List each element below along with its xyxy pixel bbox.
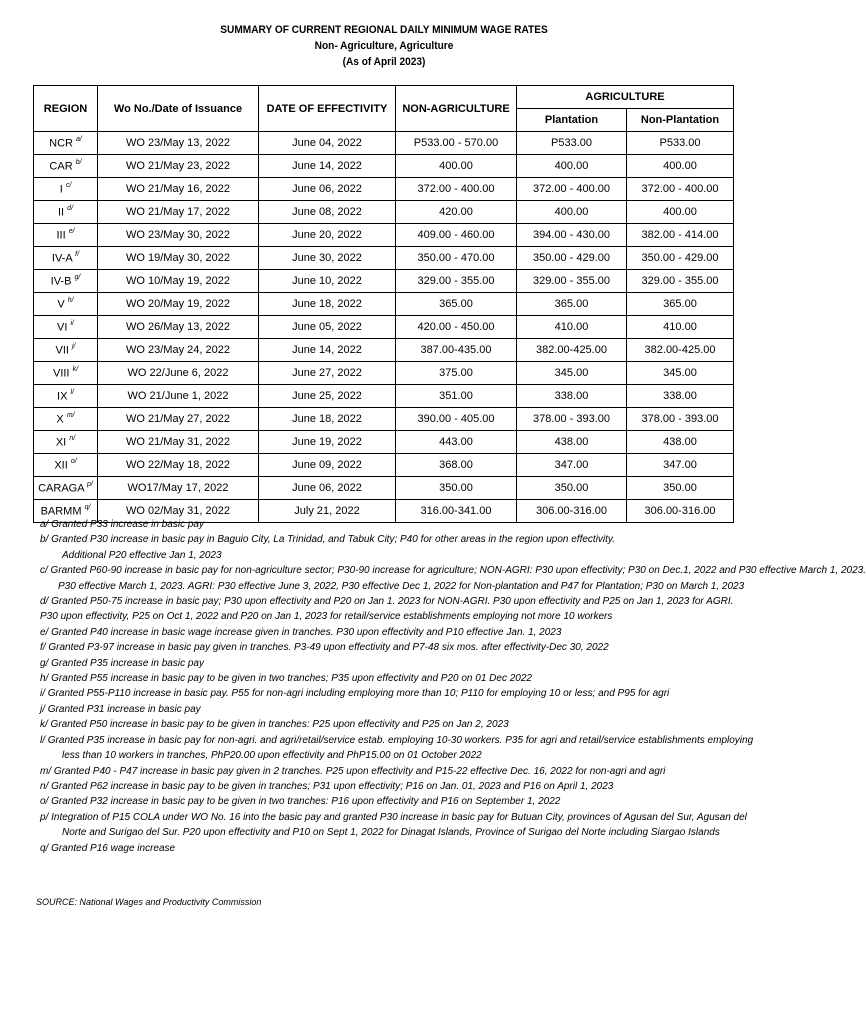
table-row bbox=[34, 132, 734, 155]
footnote-line: Norte and Surigao del Sur. P20 upon effectivity and P10 on Sept 1, 2022 for Dinagat Islands, Province of Surigao del Norte including Siargao Islands bbox=[62, 827, 720, 839]
plantation-cell: 372.00 - 400.00 bbox=[517, 178, 627, 201]
footnote-marker: o/ bbox=[70, 457, 77, 465]
wo-cell: WO 23/May 24, 2022 bbox=[98, 339, 259, 362]
wo-cell: WO 21/May 17, 2022 bbox=[98, 201, 259, 224]
date-cell: June 25, 2022 bbox=[259, 385, 396, 408]
date-cell: June 27, 2022 bbox=[259, 362, 396, 385]
region-name: VI bbox=[57, 321, 68, 334]
footnote-line: e/ Granted P40 increase in basic wage increase given in tranches. P30 upon effectivity and P10 effective Jan. 1, 2023 bbox=[40, 626, 562, 638]
region-cell bbox=[34, 339, 98, 362]
table-row bbox=[34, 178, 734, 201]
date-cell: June 18, 2022 bbox=[259, 293, 396, 316]
region-name: III bbox=[56, 229, 66, 242]
non-plantation-cell: P533.00 bbox=[627, 132, 734, 155]
region-cell bbox=[34, 224, 98, 247]
date-cell: June 14, 2022 bbox=[259, 339, 396, 362]
region-name: I bbox=[59, 183, 63, 196]
wo-cell: WO 22/May 18, 2022 bbox=[98, 454, 259, 477]
footnote-marker: f/ bbox=[75, 250, 80, 258]
non-plantation-cell: 306.00-316.00 bbox=[627, 500, 734, 523]
plantation-cell: 347.00 bbox=[517, 454, 627, 477]
non-plantation-cell: 400.00 bbox=[627, 201, 734, 224]
header-non-plantation: Non-Plantation bbox=[627, 109, 734, 132]
non-plantation-cell: 338.00 bbox=[627, 385, 734, 408]
wo-cell: WO 26/May 13, 2022 bbox=[98, 316, 259, 339]
region-cell bbox=[34, 247, 98, 270]
non-agri-cell: 390.00 - 405.00 bbox=[396, 408, 517, 431]
footnote-line: l/ Granted P35 increase in basic pay for non-agri. and agri/retail/service estab. employing 10-30 workers. P35 for agri and retail/service establishments employing bbox=[40, 734, 754, 746]
date-cell: June 09, 2022 bbox=[259, 454, 396, 477]
wage-rates-table bbox=[33, 85, 734, 523]
table-row bbox=[34, 316, 734, 339]
header-non-agriculture: NON-AGRICULTURE bbox=[396, 86, 517, 132]
non-agri-cell: 400.00 bbox=[396, 155, 517, 178]
table-row bbox=[34, 224, 734, 247]
non-plantation-cell: 372.00 - 400.00 bbox=[627, 178, 734, 201]
footnote-marker: e/ bbox=[68, 227, 75, 235]
footnote-marker: p/ bbox=[87, 480, 93, 488]
table-row bbox=[34, 270, 734, 293]
region-name: IX bbox=[57, 390, 68, 403]
footnote-line: j/ Granted P31 increase in basic pay bbox=[40, 703, 201, 715]
region-name: IV-B bbox=[50, 275, 72, 288]
region-cell bbox=[34, 293, 98, 316]
plantation-cell: 394.00 - 430.00 bbox=[517, 224, 627, 247]
region-cell bbox=[34, 178, 98, 201]
table-row bbox=[34, 201, 734, 224]
region-name: X bbox=[56, 413, 64, 426]
table-row bbox=[34, 247, 734, 270]
region-cell bbox=[34, 431, 98, 454]
footnote-line: less than 10 workers in tranches, PhP20.00 upon effectivity and PhP15.00 on 01 October 2022 bbox=[62, 750, 482, 762]
region-cell bbox=[34, 201, 98, 224]
wo-cell: WO 22/June 6, 2022 bbox=[98, 362, 259, 385]
date-cell: July 21, 2022 bbox=[259, 500, 396, 523]
footnote-marker: b/ bbox=[75, 158, 82, 166]
plantation-cell: 338.00 bbox=[517, 385, 627, 408]
header-agriculture: AGRICULTURE bbox=[517, 86, 734, 109]
region-name: V bbox=[57, 298, 65, 311]
region-cell bbox=[34, 408, 98, 431]
non-agri-cell: 443.00 bbox=[396, 431, 517, 454]
wo-cell: WO17/May 17, 2022 bbox=[98, 477, 259, 500]
plantation-cell: 350.00 - 429.00 bbox=[517, 247, 627, 270]
region-name: IV-A bbox=[51, 252, 73, 265]
region-name: BARMM bbox=[40, 505, 82, 518]
non-agri-cell: 409.00 - 460.00 bbox=[396, 224, 517, 247]
non-agri-cell: 329.00 - 355.00 bbox=[396, 270, 517, 293]
region-cell bbox=[34, 385, 98, 408]
non-agri-cell: 350.00 bbox=[396, 477, 517, 500]
plantation-cell: 345.00 bbox=[517, 362, 627, 385]
footnote-marker: i/ bbox=[70, 319, 74, 327]
plantation-cell: 365.00 bbox=[517, 293, 627, 316]
non-agri-cell: 351.00 bbox=[396, 385, 517, 408]
footnote-marker: d/ bbox=[67, 204, 74, 212]
footnote-marker: n/ bbox=[69, 434, 76, 442]
non-plantation-cell: 382.00-425.00 bbox=[627, 339, 734, 362]
non-plantation-cell: 350.00 - 429.00 bbox=[627, 247, 734, 270]
table-row bbox=[34, 408, 734, 431]
wo-cell: WO 21/May 31, 2022 bbox=[98, 431, 259, 454]
footnotes bbox=[40, 517, 866, 856]
table-row bbox=[34, 339, 734, 362]
plantation-cell: 410.00 bbox=[517, 316, 627, 339]
plantation-cell: 378.00 - 393.00 bbox=[517, 408, 627, 431]
footnote-line: c/ Granted P60-90 increase in basic pay for non-agriculture sector; P30-90 increase for agriculture; NON-AGRI: P30 upon effectivity; P30 on Dec.1, 2022 and P30 effective March 1, 2023. bbox=[40, 565, 866, 577]
footnote-line: m/ Granted P40 - P47 increase in basic pay given in 2 tranches. P25 upon effectivity and P15-22 effective Dec. 16, 2022 for non-agri and agri bbox=[40, 765, 666, 777]
footnote-line: o/ Granted P32 increase in basic pay to be given in two tranches: P16 upon effectivity and P16 on September 1, 2022 bbox=[40, 796, 561, 808]
non-plantation-cell: 350.00 bbox=[627, 477, 734, 500]
footnote-marker: k/ bbox=[72, 365, 79, 373]
header-wo-number: Wo No./Date of Issuance bbox=[98, 86, 259, 132]
region-cell bbox=[34, 454, 98, 477]
footnote-marker: c/ bbox=[65, 181, 72, 189]
plantation-cell: 400.00 bbox=[517, 201, 627, 224]
non-agri-cell: 420.00 - 450.00 bbox=[396, 316, 517, 339]
footnote-line: q/ Granted P16 wage increase bbox=[40, 842, 176, 854]
plantation-cell: 382.00-425.00 bbox=[517, 339, 627, 362]
footnote-line: b/ Granted P30 increase in basic pay in Baguio City, La Trinidad, and Tabuk City; P40 for other areas in the region upon effectivity. bbox=[40, 534, 615, 546]
document-title: SUMMARY OF CURRENT REGIONAL DAILY MINIMUM WAGE RATES bbox=[220, 24, 548, 36]
date-cell: June 30, 2022 bbox=[259, 247, 396, 270]
non-plantation-cell: 347.00 bbox=[627, 454, 734, 477]
footnote-marker: m/ bbox=[66, 411, 75, 419]
region-name: XII bbox=[54, 459, 68, 472]
wo-cell: WO 19/May 30, 2022 bbox=[98, 247, 259, 270]
table-row bbox=[34, 431, 734, 454]
region-name: VII bbox=[55, 344, 69, 357]
non-agri-cell: 316.00-341.00 bbox=[396, 500, 517, 523]
plantation-cell: P533.00 bbox=[517, 132, 627, 155]
table-header-row bbox=[34, 86, 734, 109]
region-name: CAR bbox=[49, 160, 73, 173]
non-plantation-cell: 378.00 - 393.00 bbox=[627, 408, 734, 431]
non-agri-cell: 368.00 bbox=[396, 454, 517, 477]
table-row bbox=[34, 155, 734, 178]
source-note: SOURCE: National Wages and Productivity Commission bbox=[36, 897, 262, 907]
footnote-marker: q/ bbox=[84, 503, 91, 511]
non-agri-cell: 387.00-435.00 bbox=[396, 339, 517, 362]
region-cell bbox=[34, 270, 98, 293]
footnote-marker: h/ bbox=[67, 296, 74, 304]
non-plantation-cell: 400.00 bbox=[627, 155, 734, 178]
header-region: REGION bbox=[34, 86, 98, 132]
footnote-line: P30 effective March 1, 2023. AGRI: P30 effective June 3, 2022, P30 effective Dec 1, 2022 for Non-plantation and P47 for Plantation; P30 on March 1, 2023 bbox=[58, 580, 745, 592]
wo-cell: WO 20/May 19, 2022 bbox=[98, 293, 259, 316]
date-cell: June 06, 2022 bbox=[259, 178, 396, 201]
non-plantation-cell: 345.00 bbox=[627, 362, 734, 385]
date-cell: June 06, 2022 bbox=[259, 477, 396, 500]
footnote-marker: l/ bbox=[70, 388, 74, 396]
plantation-cell: 438.00 bbox=[517, 431, 627, 454]
document-header bbox=[0, 22, 768, 70]
footnote-line: n/ Granted P62 increase in basic pay to be given in tranches; P31 upon effectivity; P16 on Jan. 01, 2023 and P16 on April 1, 2023 bbox=[40, 780, 614, 792]
region-cell bbox=[34, 316, 98, 339]
plantation-cell: 400.00 bbox=[517, 155, 627, 178]
region-cell bbox=[34, 477, 98, 500]
date-cell: June 10, 2022 bbox=[259, 270, 396, 293]
wo-cell: WO 02/May 31, 2022 bbox=[98, 500, 259, 523]
region-name: NCR bbox=[49, 137, 73, 150]
wo-cell: WO 21/May 23, 2022 bbox=[98, 155, 259, 178]
non-plantation-cell: 438.00 bbox=[627, 431, 734, 454]
non-agri-cell: 375.00 bbox=[396, 362, 517, 385]
region-cell bbox=[34, 132, 98, 155]
date-cell: June 05, 2022 bbox=[259, 316, 396, 339]
footnote-line: f/ Granted P3-97 increase in basic pay given in tranches. P3-49 upon effectivity and P7-48 six mos. after effectivity-Dec 30, 2022 bbox=[40, 642, 609, 654]
footnote-marker: a/ bbox=[76, 135, 82, 143]
non-agri-cell: 365.00 bbox=[396, 293, 517, 316]
header-plantation: Plantation bbox=[517, 109, 627, 132]
footnote-line: P30 upon effectivity, P25 on Oct 1, 2022 and P20 on Jan 1, 2023 for retail/service establishments employing not more 10 workers bbox=[40, 611, 613, 623]
non-agri-cell: 350.00 - 470.00 bbox=[396, 247, 517, 270]
table-row bbox=[34, 293, 734, 316]
date-cell: June 14, 2022 bbox=[259, 155, 396, 178]
date-cell: June 04, 2022 bbox=[259, 132, 396, 155]
region-cell bbox=[34, 362, 98, 385]
footnote-marker: j/ bbox=[72, 342, 76, 350]
table-row bbox=[34, 385, 734, 408]
non-plantation-cell: 329.00 - 355.00 bbox=[627, 270, 734, 293]
header-date-effectivity: DATE OF EFFECTIVITY bbox=[259, 86, 396, 132]
region-name: XI bbox=[55, 436, 67, 449]
date-cell: June 08, 2022 bbox=[259, 201, 396, 224]
table-row bbox=[34, 477, 734, 500]
wo-cell: WO 21/May 27, 2022 bbox=[98, 408, 259, 431]
wo-cell: WO 23/May 30, 2022 bbox=[98, 224, 259, 247]
document-subtitle: Non- Agriculture, Agriculture bbox=[314, 40, 454, 52]
table-row bbox=[34, 454, 734, 477]
non-plantation-cell: 365.00 bbox=[627, 293, 734, 316]
plantation-cell: 350.00 bbox=[517, 477, 627, 500]
as-of-date: (As of April 2023) bbox=[342, 56, 426, 68]
non-agri-cell: P533.00 - 570.00 bbox=[396, 132, 517, 155]
table-row bbox=[34, 362, 734, 385]
footnote-marker: g/ bbox=[74, 273, 81, 281]
footnote-line: Additional P20 effective Jan 1, 2023 bbox=[62, 549, 222, 561]
footnote-line: g/ Granted P35 increase in basic pay bbox=[40, 657, 204, 669]
wo-cell: WO 10/May 19, 2022 bbox=[98, 270, 259, 293]
footnote-line: i/ Granted P55-P110 increase in basic pay. P55 for non-agri including employing more than 10; P110 for employing 10 or less; and P95 for agri bbox=[40, 688, 670, 700]
footnote-line: k/ Granted P50 increase in basic pay to be given in tranches: P25 upon effectivity and P25 on Jan 2, 2023 bbox=[40, 719, 509, 731]
non-plantation-cell: 410.00 bbox=[627, 316, 734, 339]
plantation-cell: 306.00-316.00 bbox=[517, 500, 627, 523]
non-agri-cell: 372.00 - 400.00 bbox=[396, 178, 517, 201]
wo-cell: WO 21/May 16, 2022 bbox=[98, 178, 259, 201]
region-cell bbox=[34, 155, 98, 178]
region-name: CARAGA bbox=[38, 482, 84, 495]
region-name: VIII bbox=[52, 367, 70, 380]
plantation-cell: 329.00 - 355.00 bbox=[517, 270, 627, 293]
footnote-line: d/ Granted P50-75 increase in basic pay; P30 upon effectivity and P20 on Jan 1. 2023 for NON-AGRI. P30 upon effectivity and P25 on Jan 1, 2023 for AGRI. bbox=[40, 596, 734, 608]
wo-cell: WO 21/June 1, 2022 bbox=[98, 385, 259, 408]
non-plantation-cell: 382.00 - 414.00 bbox=[627, 224, 734, 247]
wo-cell: WO 23/May 13, 2022 bbox=[98, 132, 259, 155]
date-cell: June 18, 2022 bbox=[259, 408, 396, 431]
date-cell: June 19, 2022 bbox=[259, 431, 396, 454]
non-agri-cell: 420.00 bbox=[396, 201, 517, 224]
footnote-line: a/ Granted P33 increase in basic pay bbox=[40, 519, 204, 530]
footnote-line: p/ Integration of P15 COLA under WO No. 16 into the basic pay and granted P30 increase in basic pay for Butuan City, provinces of Agusan del Sur, Agusan del bbox=[40, 811, 747, 823]
date-cell: June 20, 2022 bbox=[259, 224, 396, 247]
footnote-line: h/ Granted P55 increase in basic pay to be given in two tranches; P35 upon effectivity and P20 on 01 Dec 2022 bbox=[40, 673, 532, 685]
region-name: II bbox=[57, 206, 65, 219]
